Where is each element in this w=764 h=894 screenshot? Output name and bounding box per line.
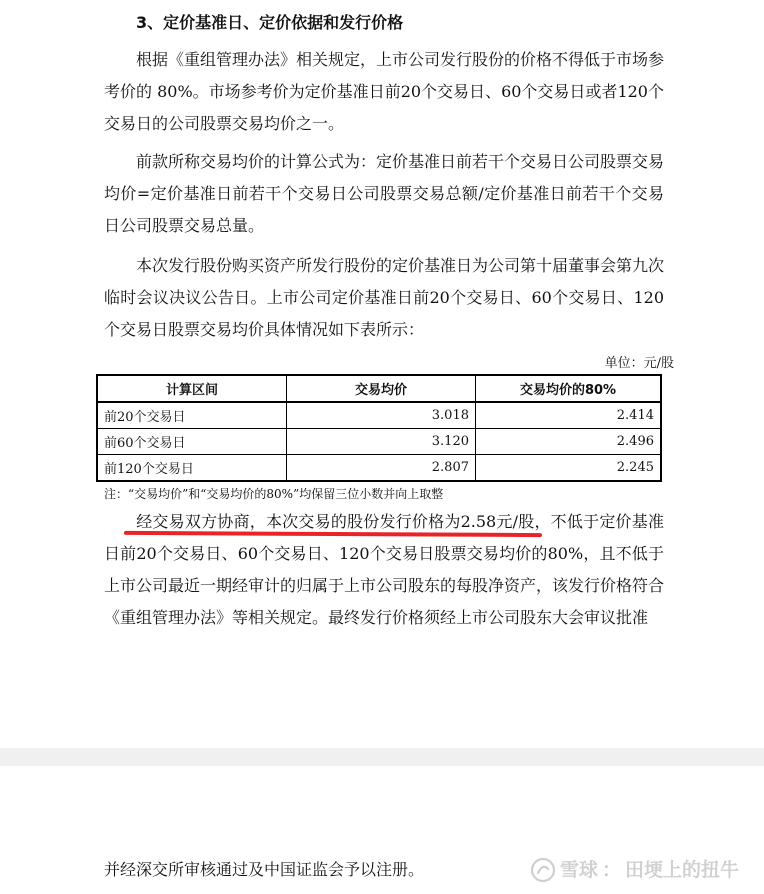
paragraph-text: 根据《重组管理办法》相关规定，上市公司发行股份的价格不得低于市场参考价的 80%。市场参考价为定价基准日前20个交易日、60个交易日或者120个交易日的公司股票交易均价之一。 [104, 50, 665, 133]
cell-period: 前120个交易日 [97, 455, 287, 482]
continuation-line: 并经深交所审核通过及中国证监会予以注册。 [104, 860, 425, 879]
highlighted-issue-price: 经交易双方协商，本次交易的股份发行价格为2.58元/股， [136, 512, 551, 531]
header-avg-price-80: 交易均价的80% [476, 375, 662, 402]
section-title: 3、定价基准日、定价依据和发行价格 [136, 13, 404, 32]
paragraph-text: 本次发行股份购买资产所发行股份的定价基准日为公司第十届董事会第九次临时会议决议公告日。上市公司定价基准日前20个交易日、60个交易日、120个交易日股票交易均价具体情况如下表所示： [104, 256, 665, 339]
table-unit: 单位：元/股 [604, 356, 674, 371]
watermark-separator: ： [602, 859, 622, 881]
table-row [97, 402, 661, 429]
page-gap-band [0, 748, 764, 766]
paragraph-base-date [104, 250, 664, 346]
watermark-author: 田埂上的扭牛 [625, 859, 740, 881]
xueqiu-watermark [530, 856, 739, 884]
table-row [97, 429, 661, 455]
cell-avg80: 2.245 [476, 455, 662, 482]
table-header-row [97, 375, 661, 402]
cell-avg: 2.807 [287, 455, 476, 482]
watermark-brand: 雪球 [560, 859, 599, 881]
cell-avg80: 2.414 [476, 402, 662, 429]
table-note: 注：“交易均价”和“交易均价的80%”均保留三位小数并向上取整 [104, 487, 444, 501]
cell-period: 前60个交易日 [97, 429, 287, 455]
paragraph-issue-price [104, 506, 664, 634]
paragraph-text: 前款所称交易均价的计算公式为：定价基准日前若干个交易日公司股票交易均价=定价基准日前若干个交易日公司股票交易总额/定价基准日前若干个交易日公司股票交易总量。 [104, 152, 665, 235]
cell-period: 前20个交易日 [97, 402, 287, 429]
snowball-logo-icon [530, 857, 556, 883]
cell-avg: 3.018 [287, 402, 476, 429]
paragraph-formula [104, 146, 664, 242]
paragraph-text: 不低于定价基准日前20个交易日、60个交易日、120个交易日股票交易均价的80%，且不低于上市公司最近一期经审计的归属于上市公司股东的每股净资产，该发行价格符合《重组管理办法》等相关规定。最终发行价格须经上市公司股东大会审议批准 [104, 512, 665, 627]
price-table [96, 374, 662, 482]
cell-avg80: 2.496 [476, 429, 662, 455]
header-avg-price: 交易均价 [287, 375, 476, 402]
header-period: 计算区间 [97, 375, 287, 402]
table-row [97, 455, 661, 482]
cell-avg: 3.120 [287, 429, 476, 455]
paragraph-pricing-rule [104, 44, 664, 140]
